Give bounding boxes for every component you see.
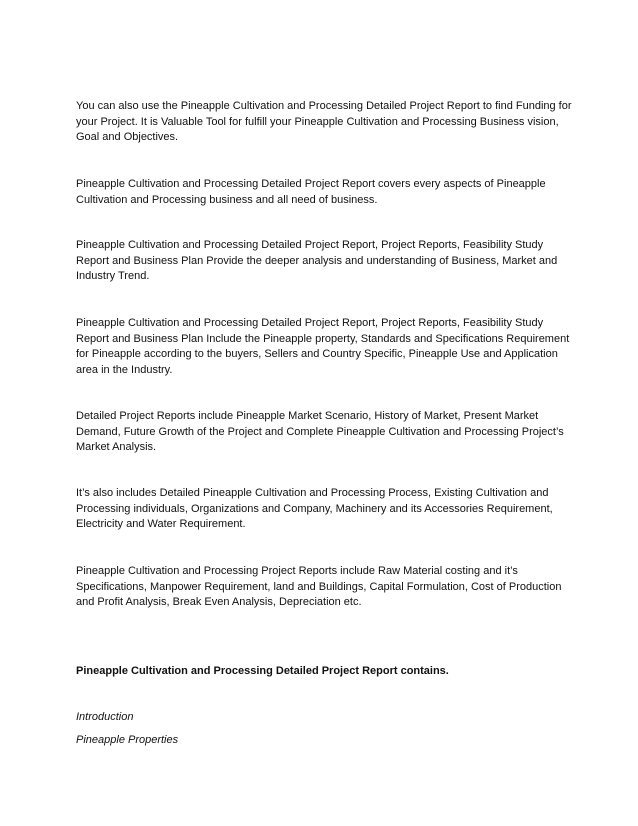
paragraph-specifications: Pineapple Cultivation and Processing Detailed Project Report, Project Reports, Feasibility Study Report and Business Plan Include the Pineapple property, Standards and Specifications Requirement for Pineapple according to the buyers, Sellers and Country Specific, Pineapple Use and Application area in the Industry.	[76, 317, 570, 376]
contents-item-properties: Pineapple Properties	[76, 734, 179, 746]
paragraph-analysis: Pineapple Cultivation and Processing Detailed Project Report, Project Reports, Feasibility Study Report and Business Plan Provide the deeper analysis and understanding of Business, Market and Industry Trend.	[76, 239, 558, 282]
paragraph-coverage: Pineapple Cultivation and Processing Detailed Project Report covers every aspects of Pineapple Cultivation and Processing business and all need of business.	[76, 178, 546, 206]
paragraph-costing: Pineapple Cultivation and Processing Project Reports include Raw Material costing and it’s Specifications, Manpower Requirement, land and Buildings, Capital Formulation, Cost of Production and Profit Analysis, Break Even Analysis, Depreciation etc.	[76, 565, 562, 608]
contents-heading: Pineapple Cultivation and Processing Detailed Project Report contains.	[76, 665, 449, 677]
paragraph-process: It’s also includes Detailed Pineapple Cultivation and Processing Process, Existing Cultivation and Processing individuals, Organizations and Company, Machinery and its Accessories Requirement, Electricity and Water Requirement.	[76, 487, 553, 530]
contents-item-introduction: Introduction	[76, 711, 134, 723]
paragraph-market: Detailed Project Reports include Pineapple Market Scenario, History of Market, Present Market Demand, Future Growth of the Project and Complete Pineapple Cultivation and Processing Project’s Market Analysis.	[76, 410, 564, 453]
paragraph-funding: You can also use the Pineapple Cultivation and Processing Detailed Project Report to find Funding for your Project. It is Valuable Tool for fulfill your Pineapple Cultivation and Processing Business vision, Goal and Objectives.	[76, 100, 572, 143]
